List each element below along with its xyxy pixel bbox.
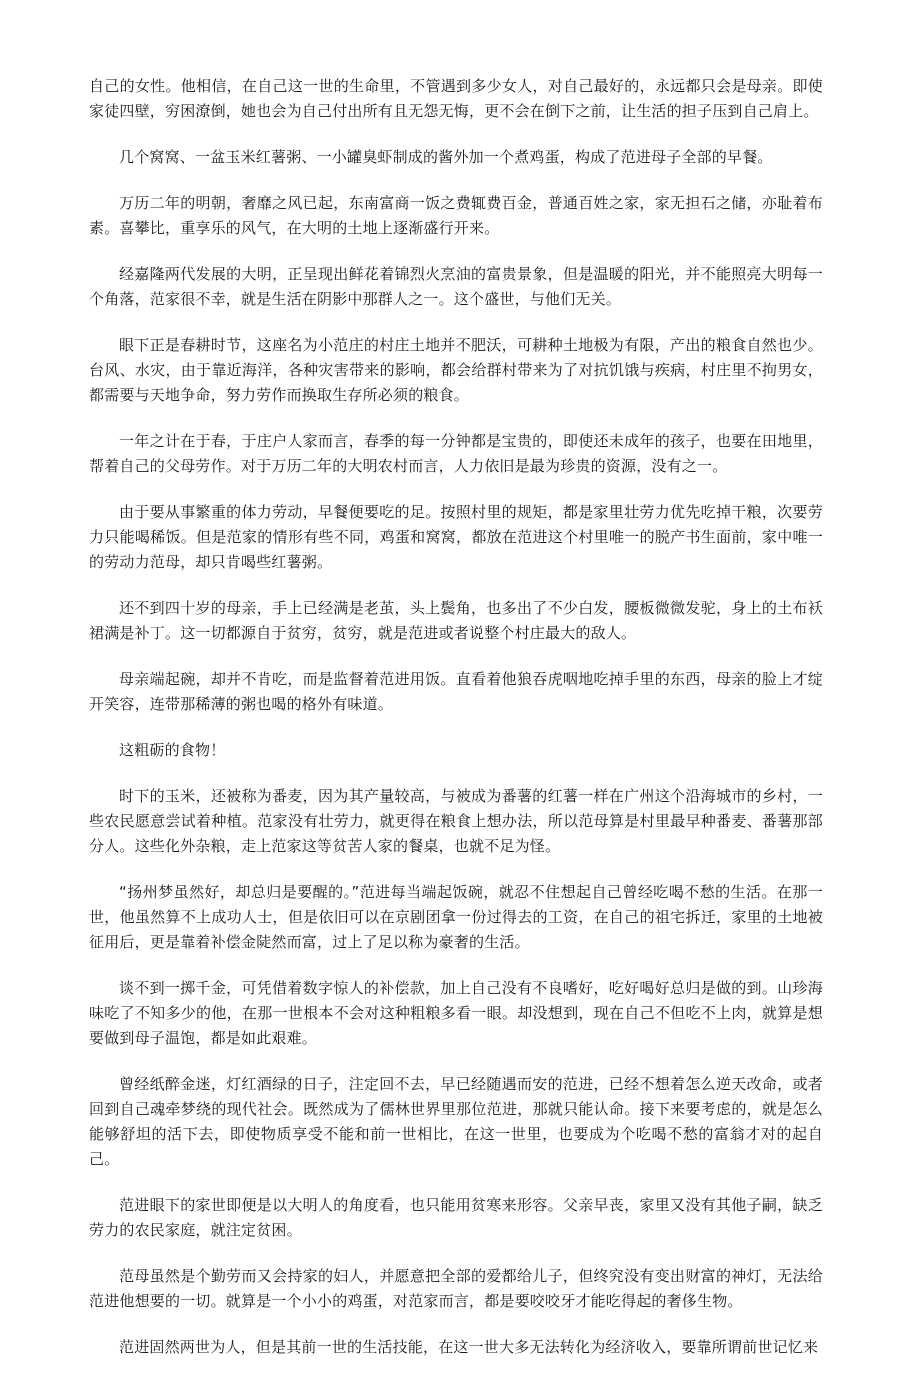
paragraph: 这粗砺的食物！ [119, 741, 226, 759]
paragraph: 母亲端起碗，却并不肯吃，而是监督着范进用饭。直看着他狼吞虎咽地吃掉手里的东西，母亲的脸上才绽开笑容，连带那稀薄的粥也喝的格外有味道。 [89, 670, 823, 713]
paragraph: 时下的玉米，还被称为番麦，因为其产量较高，与被成为番薯的红薯一样在广州这个沿海城市的乡村，一些农民愿意尝试着种植。范家没有壮劳力，就更得在粮食上想办法，所以范母算是村里最早种番麦、番薯那部分人。这些化外杂粮，走上范家这等贫苦人家的餐桌，也就不足为怪。 [89, 787, 823, 855]
document-page [89, 74, 823, 1381]
paragraph: 谈不到一掷千金，可凭借着数字惊人的补偿款，加上自己没有不良嗜好，吃好喝好总归是做的到。山珍海味吃了不知多少的他，在那一世根本不会对这种粗粮多看一眼。却没想到，现在自己不但吃不上肉，就算是想要做到母子温饱，都是如此艰难。 [89, 979, 823, 1047]
paragraph: 曾经纸醉金迷，灯红酒绿的日子，注定回不去，早已经随遇而安的范进，已经不想着怎么逆天改命，或者回到自己魂牵梦绕的现代社会。既然成为了儒林世界里那位范进，那就只能认命。接下来要考虑的，就是怎么能够舒坦的活下去，即使物质享受不能和前一世相比，在这一世里，也要成为个吃喝不愁的富翁才对的起自己。 [89, 1075, 823, 1168]
paragraph: 范母虽然是个勤劳而又会持家的妇人，并愿意把全部的爱都给儿子，但终究没有变出财富的神灯，无法给范进他想要的一切。就算是一个小小的鸡蛋，对范家而言，都是要咬咬牙才能吃得起的奢侈生物。 [89, 1267, 823, 1310]
paragraph: 范进眼下的家世即便是以大明人的角度看，也只能用贫寒来形容。父亲早丧，家里又没有其他子嗣，缺乏劳力的农民家庭，就注定贫困。 [89, 1196, 823, 1239]
paragraph: 还不到四十岁的母亲，手上已经满是老茧，头上鬓角，也多出了不少白发，腰板微微发驼，身上的土布袄裙满是补丁。这一切都源自于贫穷，贫穷，就是范进或者说整个村庄最大的敌人。 [89, 599, 823, 642]
paragraph: 几个窝窝、一盆玉米红薯粥、一小罐臭虾制成的酱外加一个煮鸡蛋，构成了范进母子全部的早餐。 [119, 148, 773, 166]
paragraph: “扬州梦虽然好，却总归是要醒的。”范进每当端起饭碗，就忍不住想起自己曾经吃喝不愁的生活。在那一世，他虽然算不上成功人士，但是依旧可以在京剧团拿一份过得去的工资，在自己的祖宅拆迁，家里的土地被征用后，更是靠着补偿金陡然而富，过上了足以称为豪奢的生活。 [89, 883, 823, 951]
paragraph: 由于要从事繁重的体力劳动，早餐便要吃的足。按照村里的规矩，都是家里壮劳力优先吃掉干粮，次要劳力只能喝稀饭。但是范家的情形有些不同，鸡蛋和窝窝，都放在范进这个村里唯一的脱产书生面前，家中唯一的劳动力范母，却只肯喝些红薯粥。 [89, 503, 823, 571]
paragraph: 眼下正是春耕时节，这座名为小范庄的村庄土地并不肥沃，可耕种土地极为有限，产出的粮食自然也少。台风、水灾，由于靠近海洋，各种灾害带来的影响，都会给群村带来为了对抗饥饿与疾病，村庄里不拘男女，都需要与天地争命，努力劳作而换取生存所必须的粮食。 [89, 336, 823, 404]
paragraph: 万历二年的明朝，奢靡之风已起，东南富商一饭之费辄费百金，普通百姓之家，家无担石之储，亦耻着布素。喜攀比，重享乐的风气，在大明的土地上逐渐盛行开来。 [89, 194, 823, 237]
paragraph: 一年之计在于春，于庄户人家而言，春季的每一分钟都是宝贵的，即使还未成年的孩子，也要在田地里，帮着自己的父母劳作。对于万历二年的大明农村而言，人力依旧是最为珍贵的资源，没有之一。 [89, 432, 823, 475]
paragraph: 自己的女性。他相信，在自己这一世的生命里，不管遇到多少女人，对自己最好的，永远都只会是母亲。即使家徒四壁，穷困潦倒，她也会为自己付出所有且无怨无悔，更不会在倒下之前，让生活的担子压到自己肩上。 [89, 77, 823, 120]
paragraph: 经嘉隆两代发展的大明，正呈现出鲜花着锦烈火烹油的富贵景象，但是温暖的阳光，并不能照亮大明每一个角落，范家很不幸，就是生活在阴影中那群人之一。这个盛世，与他们无关。 [89, 265, 823, 308]
paragraph: 范进固然两世为人，但是其前一世的生活技能，在这一世大多无法转化为经济收入，要靠所谓前世记忆来 [119, 1338, 819, 1356]
